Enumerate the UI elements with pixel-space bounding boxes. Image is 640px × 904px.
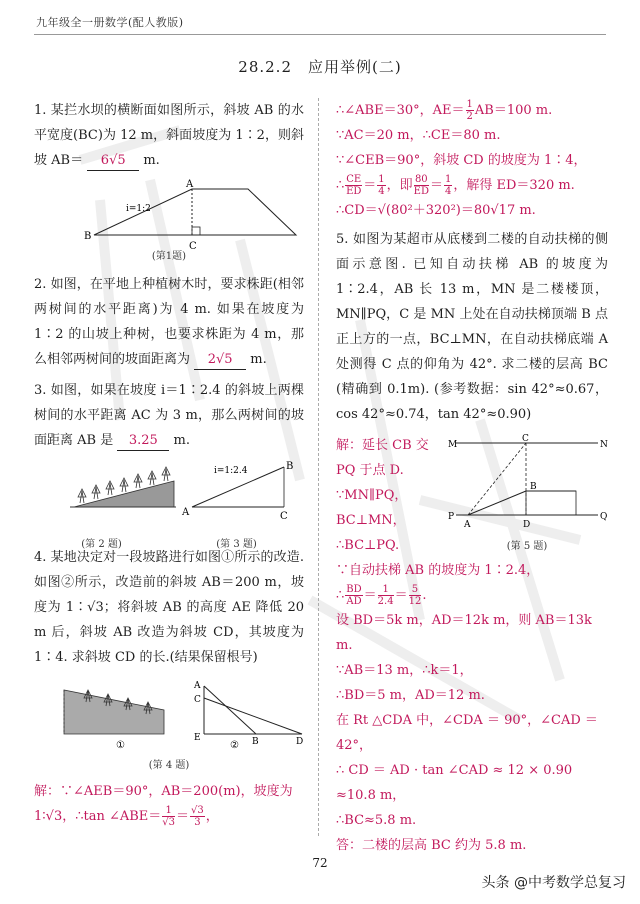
frac-top: √3 (191, 805, 204, 816)
q5-head-1: 解：延长 CB 交 (336, 438, 429, 453)
frac-bottom: 2 (466, 111, 473, 122)
figure-4 (34, 676, 304, 773)
q4-solution (34, 779, 304, 829)
question-1 (34, 98, 304, 173)
caption-2: (第 2 题) (81, 539, 122, 550)
frac-top: CE (346, 174, 362, 185)
frac-bottom: ED (346, 186, 362, 197)
q2-answer: 2√5 (194, 351, 246, 370)
header-rule (34, 34, 606, 35)
column-divider (318, 98, 319, 836)
q5-text: 5. 如图为某超市从底楼到二楼的自动扶梯的侧面示意图. 已知自动扶梯 AB 的坡度为 1∶2.4，AB 长 13 m，MN 是二楼楼顶，MN∥PQ，C 是 MN 上处在自动扶梯顶端 B 点正上方的一点，BC⊥MN，在自动扶梯底端 A 处测得 C 点的仰角为 42°. 求二楼的层高 BC (精确到 0.1m). (参考数据：sin 42°≈0.67，cos 42°≈0.74，tan 42°≈0.90) (336, 232, 608, 422)
label-b: B (84, 231, 92, 242)
running-header: 九年级全一册数学(配人教版) (36, 16, 184, 29)
sol-line-1-b: AB＝100 m. (474, 103, 553, 118)
q5-sol-5: ∴BD＝5 m，AD＝12 m. (336, 688, 485, 703)
label-n: N (600, 440, 608, 450)
label-d-5: D (523, 520, 531, 530)
label-slope-ratio: i=1:2 (126, 204, 151, 214)
label-a: A (186, 179, 194, 190)
q4-sol-line2-text: 1∶√3，∴tan ∠ABE＝ (34, 809, 162, 824)
label-m: M (448, 440, 458, 450)
q5-sol-2 (336, 583, 608, 608)
q5-head-5: ∴BC⊥PQ. (336, 538, 400, 553)
label-e-4: E (194, 733, 201, 743)
label-a-3: A (182, 507, 190, 518)
caption-5: (第 5 题) (506, 541, 548, 552)
q5-sol-6: 在 Rt △CDA 中，∠CDA ＝ 90°，∠CAD ＝42°， (336, 713, 598, 753)
caption-3: (第 3 题) (216, 539, 257, 550)
period: . (422, 588, 427, 603)
frac-top: 1 (162, 805, 175, 817)
label-p: P (448, 512, 455, 522)
q5-head-4: BC⊥MN， (336, 513, 406, 528)
q5-sol-7: ∴ CD ＝ AD · tan ∠CAD ≈ 12 × 0.90 ≈10.8 m， (336, 763, 573, 803)
frac-bottom: AD (346, 596, 362, 607)
question-5 (336, 227, 608, 427)
frac-bottom: 4 (444, 186, 452, 197)
sol-line-4-b: ，即 (386, 178, 413, 193)
figures-2-3 (34, 459, 304, 550)
label-circle-2: ② (230, 740, 239, 751)
label-d-4: D (296, 737, 304, 747)
q5-sol-3: 设 BD＝5k m，AD＝12k m，则 AB＝13k m. (336, 613, 592, 653)
frac-top: 1 (378, 174, 385, 185)
frac-top: 1 (378, 584, 394, 596)
therefore: ∴ (336, 178, 345, 193)
label-circle-1: ① (116, 740, 125, 751)
frac-bottom: 12 (408, 596, 422, 607)
frac-top: 5 (409, 584, 422, 596)
section-title: 28.2.2 应用举例(二) (238, 58, 402, 76)
caption-4: (第 4 题) (148, 760, 190, 771)
q5-sol-1: ∵自动扶梯 AB 的坡度为 1∶2.4， (336, 563, 540, 578)
label-c: C (189, 241, 197, 252)
sol-line-1-a: ∴∠ABE＝30°，AE＝ (336, 103, 465, 118)
q4-sol-line2 (34, 804, 304, 829)
figure-5 (446, 433, 608, 558)
right-column (336, 98, 608, 858)
sol-line-3: ∵∠CEB＝90°，斜坡 CD 的坡度为 1∶4， (336, 153, 587, 168)
label-b-5: B (530, 482, 537, 492)
label-c-5: C (522, 434, 529, 444)
q5-sol-9: 答：二楼的层高 BC 约为 5.8 m. (336, 838, 527, 853)
sol-line-4 (336, 173, 608, 198)
road-diagrams (34, 676, 304, 750)
frac-top: 80 (414, 174, 428, 185)
left-column (34, 98, 304, 829)
label-b-3: B (286, 461, 294, 472)
q4-solution-continued (336, 98, 608, 223)
therefore: ∴ (336, 588, 345, 603)
frac-bottom: ED (413, 186, 429, 197)
label-a-4: A (194, 681, 201, 691)
equals-sign: ＝ (394, 588, 408, 603)
label-c-3: C (280, 511, 288, 522)
q2-text: 2. 如图，在平地上种植树木时，要求株距(相邻两树间的水平距离)为 4 m. 如果在坡度为 1∶2 的山坡上种树，也要求株距为 4 m，那么相邻两树间的坡面距离为 (34, 277, 304, 367)
q4-sol-line1: 解：∵∠AEB＝90°，AB＝200(m)，坡度为 (34, 784, 293, 799)
equals-sign: ＝ (176, 809, 190, 824)
sol-line-1 (336, 98, 608, 123)
q4-text: 4. 某地决定对一段坡路进行如图①所示的改造. 如图②所示，改造前的斜坡 AB＝200 m，坡度为 1∶√3；将斜坡 AB 的高度 AE 降低 20 m 后，斜坡 AB 改造为斜坡 CD，其坡度为 1∶4. 求斜坡 CD 的长.(结果保留根号) (34, 550, 304, 665)
question-4 (34, 545, 304, 670)
q5-sol-4: ∵AB＝13 m，∴k＝1， (336, 663, 473, 678)
q5-solution-with-figure (336, 433, 608, 558)
frac-top: BD (346, 584, 362, 595)
equals-sign: ＝ (363, 588, 377, 603)
q3-answer: 3.25 (117, 432, 169, 451)
q1-text: 1. 某拦水坝的横断面如图所示，斜坡 AB 的水平宽度(BC)为 12 m，斜面坡度为 1∶2，则斜坡 AB＝ (34, 103, 304, 168)
q1-unit: m. (143, 153, 160, 168)
label-q: Q (600, 512, 608, 522)
sol-line-4-c: ，解得 ED＝320 m. (453, 178, 575, 193)
q5-sol-8: ∴BC≈5.8 m. (336, 813, 417, 828)
frac-bottom: √3 (162, 817, 176, 828)
frac-bottom: 2.4 (377, 596, 394, 607)
frac-top: 1 (466, 99, 473, 110)
figure-1 (34, 179, 304, 264)
label-c-4: C (194, 695, 201, 705)
trees-slope-diagram (34, 459, 304, 529)
sol-line-5: ∴CD＝√(80²＋320²)＝80√17 m. (336, 203, 536, 218)
sol-line-2: ∵AC＝20 m，∴CE＝80 m. (336, 128, 501, 143)
question-3 (34, 378, 304, 453)
q2-unit: m. (250, 352, 267, 367)
label-a-5: A (464, 520, 471, 530)
page-number: 72 (312, 856, 328, 870)
label-ratio-3: i=1:2.4 (214, 466, 248, 476)
comma: ， (205, 809, 219, 824)
frac-top: 1 (444, 174, 452, 185)
frac-bottom: 4 (378, 186, 385, 197)
equals-sign: ＝ (363, 178, 377, 193)
source-watermark: 头条 @中考数学总复习 (481, 875, 626, 891)
question-2 (34, 272, 304, 372)
label-b-4: B (252, 737, 259, 747)
frac-bottom: 3 (194, 817, 201, 828)
equals-sign: ＝ (429, 178, 443, 193)
q5-head-3: ∵MN∥PQ， (336, 488, 408, 503)
caption-1: (第1题) (151, 251, 187, 262)
q5-head-2: PQ 于点 D. (336, 463, 404, 478)
q1-answer: 6√5 (87, 152, 139, 171)
q3-unit: m. (173, 433, 190, 448)
q3-text: 3. 如图，如果在坡度 i＝1∶2.4 的斜坡上两棵树间的水平距离 AC 为 3 m，那么两树间的坡面距离 AB 是 (34, 383, 304, 448)
q5-solution (336, 558, 608, 858)
dam-diagram (34, 179, 304, 252)
escalator-diagram (446, 433, 608, 543)
q5-solution-head (336, 433, 446, 558)
